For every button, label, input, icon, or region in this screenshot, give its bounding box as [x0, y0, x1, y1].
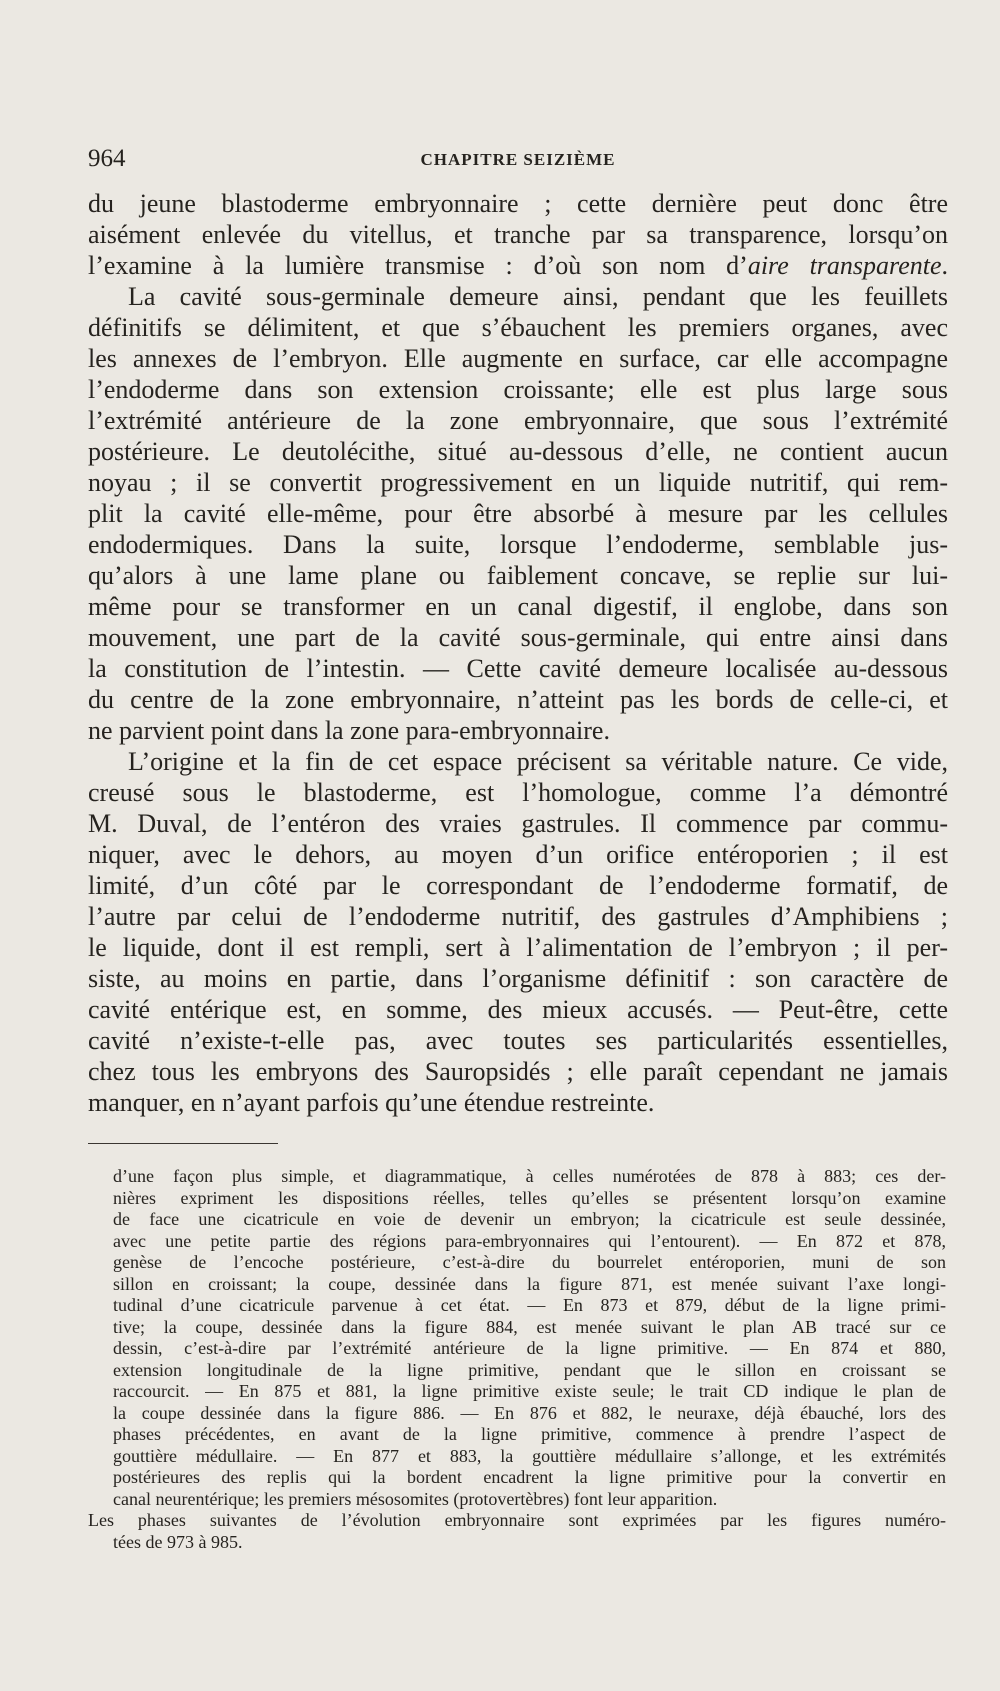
body-text	[88, 188, 948, 1118]
footnote-line: extension longitudinale de la ligne primitive, pendant que le sillon en croissant se	[113, 1359, 946, 1380]
body-line: cavité entérique est, en somme, des mieux accusés. — Peut-être, cette	[88, 995, 948, 1024]
footnote-line: nières expriment les dispositions réelles, telles qu’elles se présentent lorsqu’on examine	[113, 1187, 946, 1208]
body-line: cavité n’existe-t-elle pas, avec toutes ses particularités essentielles,	[88, 1026, 948, 1055]
footnote-line: tive; la coupe, dessinée dans la figure 884, est menée suivant le plan AB tracé sur ce	[113, 1316, 946, 1337]
body-line: du centre de la zone embryonnaire, n’atteint pas les bords de celle-ci, et	[88, 685, 948, 714]
footnote-line: d’une façon plus simple, et diagrammatique, à celles numérotées de 878 à 883; ces der-	[113, 1166, 946, 1186]
body-line: aisément enlevée du vitellus, et tranche par sa transparence, lorsqu’on	[88, 220, 948, 249]
body-line: le liquide, dont il est rempli, sert à l’alimentation de l’embryon ; il per-	[88, 933, 948, 962]
footnote-line: gouttière médullaire. — En 877 et 883, la gouttière médullaire s’allonge, et les extrémités	[113, 1445, 946, 1466]
body-line: postérieure. Le deutolécithe, situé au-dessous d’elle, ne contient aucun	[88, 437, 948, 466]
footnote-line: Les phases suivantes de l’évolution embryonnaire sont exprimées par les figures numéro-	[88, 1510, 946, 1530]
footnote-line: raccourcit. — En 875 et 881, la ligne primitive existe seule; le trait CD indique le plan de	[113, 1381, 946, 1401]
footnote-line: postérieures des replis qui la bordent encadrent la ligne primitive pour la convertir en	[113, 1467, 946, 1487]
footnote-line: tées de 973 à 985.	[113, 1531, 243, 1552]
italic-term: aire transparente	[747, 251, 942, 280]
running-head: CHAPITRE SEIZIÈME	[420, 150, 616, 169]
footnote-line: de face une cicatricule en voie de devenir un embryon; la cicatricule est seule dessinée,	[113, 1209, 946, 1229]
body-line: les annexes de l’embryon. Elle augmente en surface, car elle accompagne	[88, 344, 948, 373]
body-line: niquer, avec le dehors, au moyen d’un orifice entéroporien ; il est	[88, 840, 948, 869]
body-line: mouvement, une part de la cavité sous-germinale, qui entre ainsi dans	[88, 623, 948, 652]
footnote-line: phases précédentes, en avant de la ligne primitive, commence à prendre l’aspect de	[113, 1424, 946, 1444]
body-line: noyau ; il se convertit progressivement en un liquide nutritif, qui rem-	[88, 468, 948, 497]
footnote-line: canal neurentérique; les premiers mésosomites (protovertèbres) font leur apparition.	[113, 1488, 718, 1509]
body-line: creusé sous le blastoderme, est l’homologue, comme l’a démontré	[88, 778, 948, 807]
body-line: endodermiques. Dans la suite, lorsque l’endoderme, semblable jus-	[88, 530, 948, 559]
body-line: siste, au moins en partie, dans l’organisme définitif : son caractère de	[88, 964, 948, 993]
body-line-with-italic-term	[88, 250, 948, 281]
body-line: plit la cavité elle-même, pour être absorbé à mesure par les cellules	[88, 499, 948, 528]
body-line: définitifs se délimitent, et que s’ébauchent les premiers organes, avec	[88, 313, 948, 342]
footnote-line: avec une petite partie des régions para-embryonnaires qui l’entourent). — En 872 et 878,	[113, 1230, 946, 1251]
body-line: manquer, en n’ayant parfois qu’une étendue restreinte.	[88, 1088, 655, 1117]
body-line: M. Duval, de l’entéron des vraies gastrules. Il commence par commu-	[88, 809, 948, 838]
footnote	[88, 1166, 946, 1553]
body-line-text: l’examine à la lumière transmise : d’où son nom d’	[88, 251, 748, 280]
body-line: la constitution de l’intestin. — Cette cavité demeure localisée au-dessous	[88, 654, 948, 683]
page-number: 964	[88, 145, 126, 172]
footnote-line: sillon en croissant; la coupe, dessinée dans la figure 871, est menée suivant l’axe longi-	[113, 1273, 946, 1294]
body-line: l’extrémité antérieure de la zone embryonnaire, que sous l’extrémité	[88, 406, 948, 435]
body-line: La cavité sous-germinale demeure ainsi, pendant que les feuillets	[128, 282, 948, 311]
footnote-line: la coupe dessinée dans la figure 886. — En 876 et 882, le neuraxe, déjà ébauché, lors des	[113, 1402, 946, 1423]
body-line: qu’alors à une lame plane ou faiblement concave, se replie sur lui-	[88, 561, 948, 590]
body-line: L’origine et la fin de cet espace précisent sa véritable nature. Ce vide,	[128, 747, 948, 776]
body-line: l’endoderme dans son extension croissante; elle est plus large sous	[88, 375, 948, 404]
footnote-line: genèse de l’encoche postérieure, c’est-à-dire du bourrelet entéroporien, muni de son	[113, 1252, 946, 1272]
body-line: ne parvient point dans la zone para-embryonnaire.	[88, 716, 610, 745]
body-line: du jeune blastoderme embryonnaire ; cette dernière peut donc être	[88, 189, 948, 218]
footnote-line: tudinal d’une cicatricule parvenue à cet état. — En 873 et 879, début de la ligne primi-	[113, 1295, 946, 1315]
body-line: même pour se transformer en un canal digestif, il englobe, dans son	[88, 592, 948, 621]
footnote-line: dessin, c’est-à-dire par l’extrémité antérieure de la ligne primitive. — En 874 et 880,	[113, 1338, 946, 1358]
footnote-rule	[88, 1143, 278, 1144]
body-line: chez tous les embryons des Sauropsidés ; elle paraît cependant ne jamais	[88, 1057, 948, 1086]
body-line-punct: .	[941, 251, 948, 280]
body-line: limité, d’un côté par le correspondant de l’endoderme formatif, de	[88, 871, 948, 900]
body-line: l’autre par celui de l’endoderme nutritif, des gastrules d’Amphibiens ;	[88, 902, 948, 931]
page-header	[88, 144, 948, 178]
